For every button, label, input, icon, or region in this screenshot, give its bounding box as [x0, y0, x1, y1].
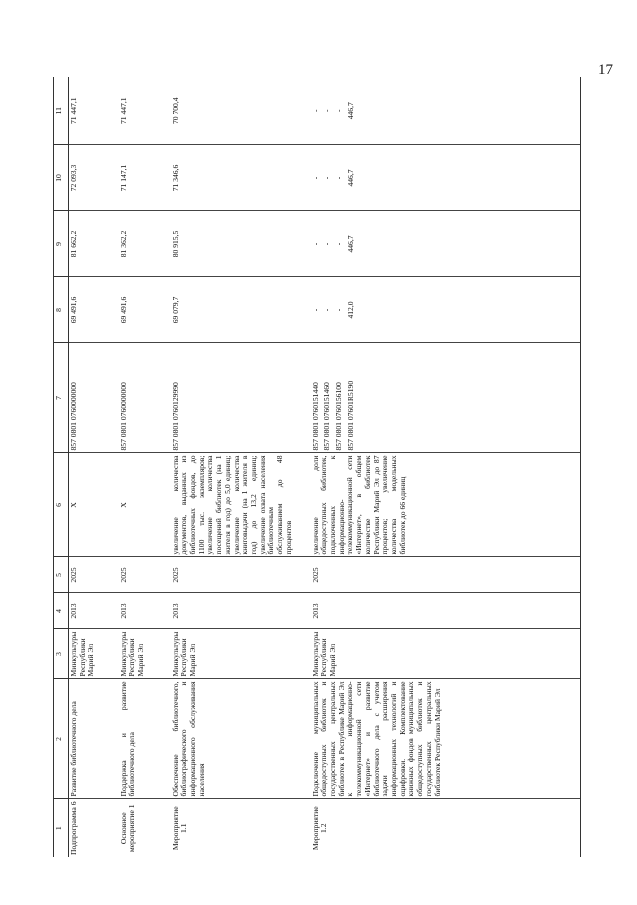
- value-line: 69 491,6: [118, 296, 128, 324]
- row-executor: Минкультуры Республики Марий Эл: [69, 629, 119, 679]
- row-result: Х: [119, 453, 171, 557]
- row-value: [119, 277, 171, 343]
- col-header: 7: [54, 343, 69, 453]
- value-line: 71 147,1: [118, 164, 128, 192]
- header-row: [54, 77, 69, 857]
- row-value: [69, 145, 119, 211]
- row-title: Основное мероприятие 1: [118, 804, 137, 853]
- code-line: 857 0801 0760000000: [118, 382, 128, 451]
- value-line: -: [310, 176, 320, 180]
- value-line: 412,0: [345, 301, 355, 319]
- value-line: 446,7: [345, 235, 355, 253]
- row-title: Мероприятие 1.1: [170, 806, 189, 851]
- col-header: 10: [54, 145, 69, 211]
- row-end-year: 2025: [69, 557, 119, 593]
- value-line: 71 447,1: [118, 97, 128, 125]
- row-code: [311, 343, 581, 453]
- code-line: 857 0801 0760000000: [69, 382, 78, 451]
- row-value: [171, 145, 311, 211]
- row-value: [311, 77, 581, 145]
- row-start-year: 2013: [119, 593, 171, 629]
- row-code: [69, 343, 119, 453]
- row-executor: Минкультуры Республики Марий Эл: [119, 629, 171, 679]
- row-start-year: 2013: [311, 593, 581, 629]
- row-end-year: 2025: [311, 557, 581, 593]
- page-number: 17: [598, 62, 613, 78]
- value-line: 69 491,6: [69, 296, 78, 324]
- rotated-table-container: [53, 77, 573, 857]
- value-line: -: [322, 176, 332, 180]
- row-value: [311, 211, 581, 277]
- row-value: [69, 211, 119, 277]
- col-header: 3: [54, 629, 69, 679]
- row-name: Поддержка и развитие библиотечного дела: [119, 679, 171, 799]
- table-row: [69, 77, 119, 857]
- col-header: 2: [54, 679, 69, 799]
- col-header: 8: [54, 277, 69, 343]
- code-line: 857 0801 0760156100: [333, 382, 343, 451]
- table-row: [311, 77, 581, 857]
- col-header: 11: [54, 77, 69, 145]
- value-line: 69 079,7: [170, 296, 180, 324]
- row-title: Мероприятие 1.2: [311, 799, 581, 857]
- col-header: 1: [54, 799, 69, 857]
- value-line: 81 362,2: [118, 230, 128, 258]
- row-result: Х: [69, 453, 119, 557]
- code-line: 857 0801 07601R5190: [345, 380, 355, 451]
- row-code: [119, 343, 171, 453]
- row-name: Развитие библиотечного дела: [69, 679, 119, 799]
- row-value: [69, 77, 119, 145]
- row-executor: Минкультуры Республики Марий Эл: [311, 629, 581, 679]
- col-header: 5: [54, 557, 69, 593]
- code-line: 857 0801 0760151460: [322, 382, 332, 451]
- row-code: [171, 343, 311, 453]
- row-value: [69, 277, 119, 343]
- value-line: 71 447,1: [69, 97, 78, 125]
- value-line: 446,7: [345, 102, 355, 120]
- value-line: 81 662,2: [69, 230, 78, 258]
- table-row: [119, 77, 171, 857]
- value-line: 71 346,6: [170, 164, 180, 192]
- row-start-year: 2013: [69, 593, 119, 629]
- row-name: Обеспечение библиотечного, библиографического и информационного обслуживания населения: [171, 679, 311, 799]
- col-header: 6: [54, 453, 69, 557]
- value-line: -: [310, 109, 320, 113]
- row-name: Подключение муниципальных общедоступных библиотек и государственных центральных библиотек в Республике Марий Эл к информационно-телекоммуникационной сети «Интернет» и развитие библиотечного дела с учетом задачи расширения информационных технологий и оцифровки. Комплектование книжных фондов муниципальных общедоступных библиотек и государственных центральных библиотек Республики Марий Эл: [311, 679, 581, 799]
- row-value: [171, 211, 311, 277]
- value-line: 446,7: [345, 169, 355, 187]
- value-line: -: [322, 308, 332, 312]
- row-value: [171, 277, 311, 343]
- value-line: -: [333, 176, 343, 180]
- col-header: 4: [54, 593, 69, 629]
- row-value: [171, 77, 311, 145]
- value-line: -: [333, 308, 343, 312]
- col-header: 9: [54, 211, 69, 277]
- value-line: -: [333, 109, 343, 113]
- value-line: 80 915,5: [170, 230, 180, 258]
- value-line: -: [310, 308, 320, 312]
- row-result: увеличение доли общедоступных библиотек, подключенных к информационно-телекоммуникационной сети «Интернет», в общем количестве библиотек Республики Марий Эл до 87 процентов; увеличение количества модельных библиотек до 66 единиц: [311, 453, 581, 557]
- value-line: -: [322, 242, 332, 246]
- table-row: [171, 77, 311, 857]
- row-end-year: 2025: [119, 557, 171, 593]
- row-start-year: 2013: [171, 593, 311, 629]
- value-line: -: [333, 242, 343, 246]
- row-executor: Минкультуры Республики Марий Эл: [171, 629, 311, 679]
- row-value: [119, 211, 171, 277]
- row-result: увеличение количества документов, выданных из библиотечных фондов, до 1100 тыс. экземпляров; увеличение количества посещений библиотек (на 1 жителя в год) до 5,0 единиц; увеличение количества книговыдачи (на 1 жителя в год) до 13,2 единиц; увеличение охвата населения библиотечным обслуживанием до 48 процентов: [171, 453, 311, 557]
- row-value: [311, 145, 581, 211]
- code-line: 857 0801 0760129990: [170, 382, 180, 451]
- row-end-year: 2025: [171, 557, 311, 593]
- value-line: 72 093,3: [69, 164, 78, 192]
- row-value: [119, 77, 171, 145]
- value-line: -: [310, 242, 320, 246]
- value-line: 70 700,4: [170, 97, 180, 125]
- program-table: [53, 77, 581, 857]
- value-line: -: [322, 109, 332, 113]
- row-value: [119, 145, 171, 211]
- row-title: Подпрограмма 6: [69, 801, 78, 855]
- row-value: [311, 277, 581, 343]
- code-line: 857 0801 0760151440: [310, 382, 320, 451]
